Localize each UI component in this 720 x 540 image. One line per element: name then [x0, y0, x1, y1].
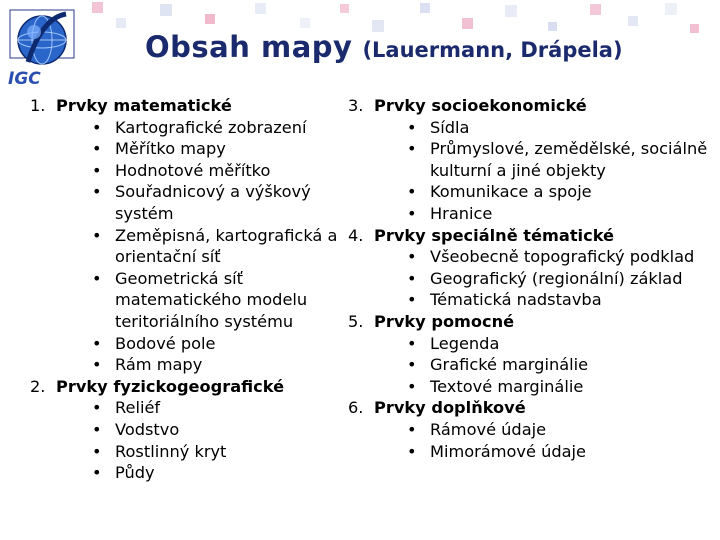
- section: [348, 95, 720, 225]
- section-items: [56, 397, 330, 483]
- section-number: 5.: [348, 311, 364, 331]
- list-item-text: Všeobecně topografický podklad: [430, 247, 695, 267]
- left-section-list: [30, 95, 338, 484]
- list-item: [407, 441, 720, 463]
- list-item-text: Textové marginálie: [430, 376, 584, 396]
- list-item-text: Rámové údaje: [430, 419, 547, 439]
- title-main: Obsah mapy: [145, 30, 353, 64]
- bullet-icon: •: [92, 463, 102, 483]
- section-title: Prvky socioekonomické: [374, 96, 587, 115]
- list-item: [92, 225, 338, 268]
- bullet-icon: •: [92, 182, 102, 202]
- section-items: [374, 419, 720, 462]
- list-item-text: Geografický (regionální) základ: [430, 268, 683, 288]
- bullet-icon: •: [92, 225, 102, 245]
- list-item: [92, 419, 330, 441]
- svg-text:IGC: IGC: [8, 69, 41, 88]
- list-item: [92, 117, 330, 139]
- bullet-icon: •: [92, 268, 102, 288]
- list-item: [407, 354, 720, 376]
- list-item: [92, 160, 330, 182]
- bullet-icon: •: [407, 182, 417, 202]
- section-items: [374, 246, 720, 311]
- bullet-icon: •: [407, 290, 417, 310]
- list-item: [407, 138, 720, 181]
- bullet-icon: •: [92, 160, 102, 180]
- section-title: Prvky pomocné: [374, 311, 515, 331]
- bullet-icon: •: [407, 139, 417, 159]
- bullet-icon: •: [407, 355, 417, 375]
- list-item: [407, 289, 720, 311]
- bullet-icon: •: [92, 419, 102, 439]
- list-item-text: Sídla: [430, 117, 470, 137]
- list-item: [92, 397, 330, 419]
- list-item-text: Souřadnicový a výškový systém: [115, 182, 311, 223]
- list-item: [407, 376, 720, 398]
- list-item-text: Bodové pole: [115, 333, 216, 353]
- section-items: [56, 117, 338, 376]
- section-items: [374, 333, 720, 398]
- bullet-icon: •: [407, 376, 417, 396]
- list-item: [92, 138, 330, 160]
- list-item-text: Mimorámové údaje: [430, 441, 586, 461]
- list-item: [407, 117, 720, 139]
- bullet-icon: •: [407, 203, 417, 223]
- list-item-text: Geometrická síť matematického modelu teritoriálního systému: [115, 268, 308, 331]
- section: [348, 225, 720, 311]
- section-title: Prvky matematické: [56, 96, 232, 115]
- section-number: 1.: [30, 96, 46, 115]
- list-item-text: Kartografické zobrazení: [115, 117, 307, 137]
- section-number: 6.: [348, 398, 364, 418]
- list-item: [92, 181, 330, 224]
- list-item: [407, 181, 720, 203]
- list-item: [92, 333, 330, 355]
- bullet-icon: •: [407, 268, 417, 288]
- list-item: [92, 462, 330, 484]
- bullet-icon: •: [407, 419, 417, 439]
- section-number: 4.: [348, 225, 364, 245]
- right-column: [348, 95, 720, 462]
- list-item: [407, 419, 720, 441]
- section-title: Prvky speciálně tématické: [374, 225, 615, 245]
- section: [30, 95, 338, 376]
- section: [348, 397, 720, 462]
- list-item: [407, 333, 720, 355]
- list-item-text: Průmyslové, zemědělské, sociálně kulturní a jiné objekty: [430, 139, 708, 180]
- list-item-text: Měřítko mapy: [115, 139, 226, 159]
- slide-title: [145, 30, 623, 64]
- list-item: [407, 246, 720, 268]
- list-item-text: Rám mapy: [115, 355, 203, 375]
- title-authors: (Lauermann, Drápela): [362, 38, 623, 62]
- section-number: 3.: [348, 96, 364, 115]
- bullet-icon: •: [92, 398, 102, 418]
- list-item-text: Komunikace a spoje: [430, 182, 592, 202]
- list-item: [92, 354, 330, 376]
- bullet-icon: •: [92, 333, 102, 353]
- section-title: Prvky fyzickogeografické: [56, 376, 285, 396]
- list-item-text: Půdy: [115, 463, 155, 483]
- bullet-icon: •: [407, 441, 417, 461]
- bullet-icon: •: [92, 441, 102, 461]
- bullet-icon: •: [407, 247, 417, 267]
- section-title: Prvky doplňkové: [374, 398, 526, 418]
- section-items: [374, 117, 720, 225]
- list-item-text: Hodnotové měřítko: [115, 160, 271, 180]
- bullet-icon: •: [92, 355, 102, 375]
- igc-logo: [6, 4, 80, 88]
- list-item-text: Legenda: [430, 333, 500, 353]
- list-item-text: Rostlinný kryt: [115, 441, 227, 461]
- right-section-list: [348, 95, 720, 462]
- list-item: [92, 441, 330, 463]
- list-item: [407, 268, 720, 290]
- list-item-text: Reliéf: [115, 398, 161, 418]
- list-item: [407, 203, 720, 225]
- list-item-text: Hranice: [430, 203, 493, 223]
- section-number: 2.: [30, 376, 46, 396]
- list-item: [92, 268, 330, 333]
- list-item-text: Tématická nadstavba: [430, 290, 602, 310]
- list-item-text: Grafické marginálie: [430, 355, 589, 375]
- bullet-icon: •: [92, 139, 102, 159]
- list-item-text: Zeměpisná, kartografická a orientační síť: [115, 225, 338, 267]
- section: [30, 376, 330, 484]
- left-column: [30, 95, 338, 484]
- list-item-text: Vodstvo: [115, 419, 180, 439]
- bullet-icon: •: [407, 333, 417, 353]
- bullet-icon: •: [407, 117, 417, 137]
- globe-logo-icon: [6, 4, 80, 88]
- bullet-icon: •: [92, 117, 102, 137]
- section: [348, 311, 720, 397]
